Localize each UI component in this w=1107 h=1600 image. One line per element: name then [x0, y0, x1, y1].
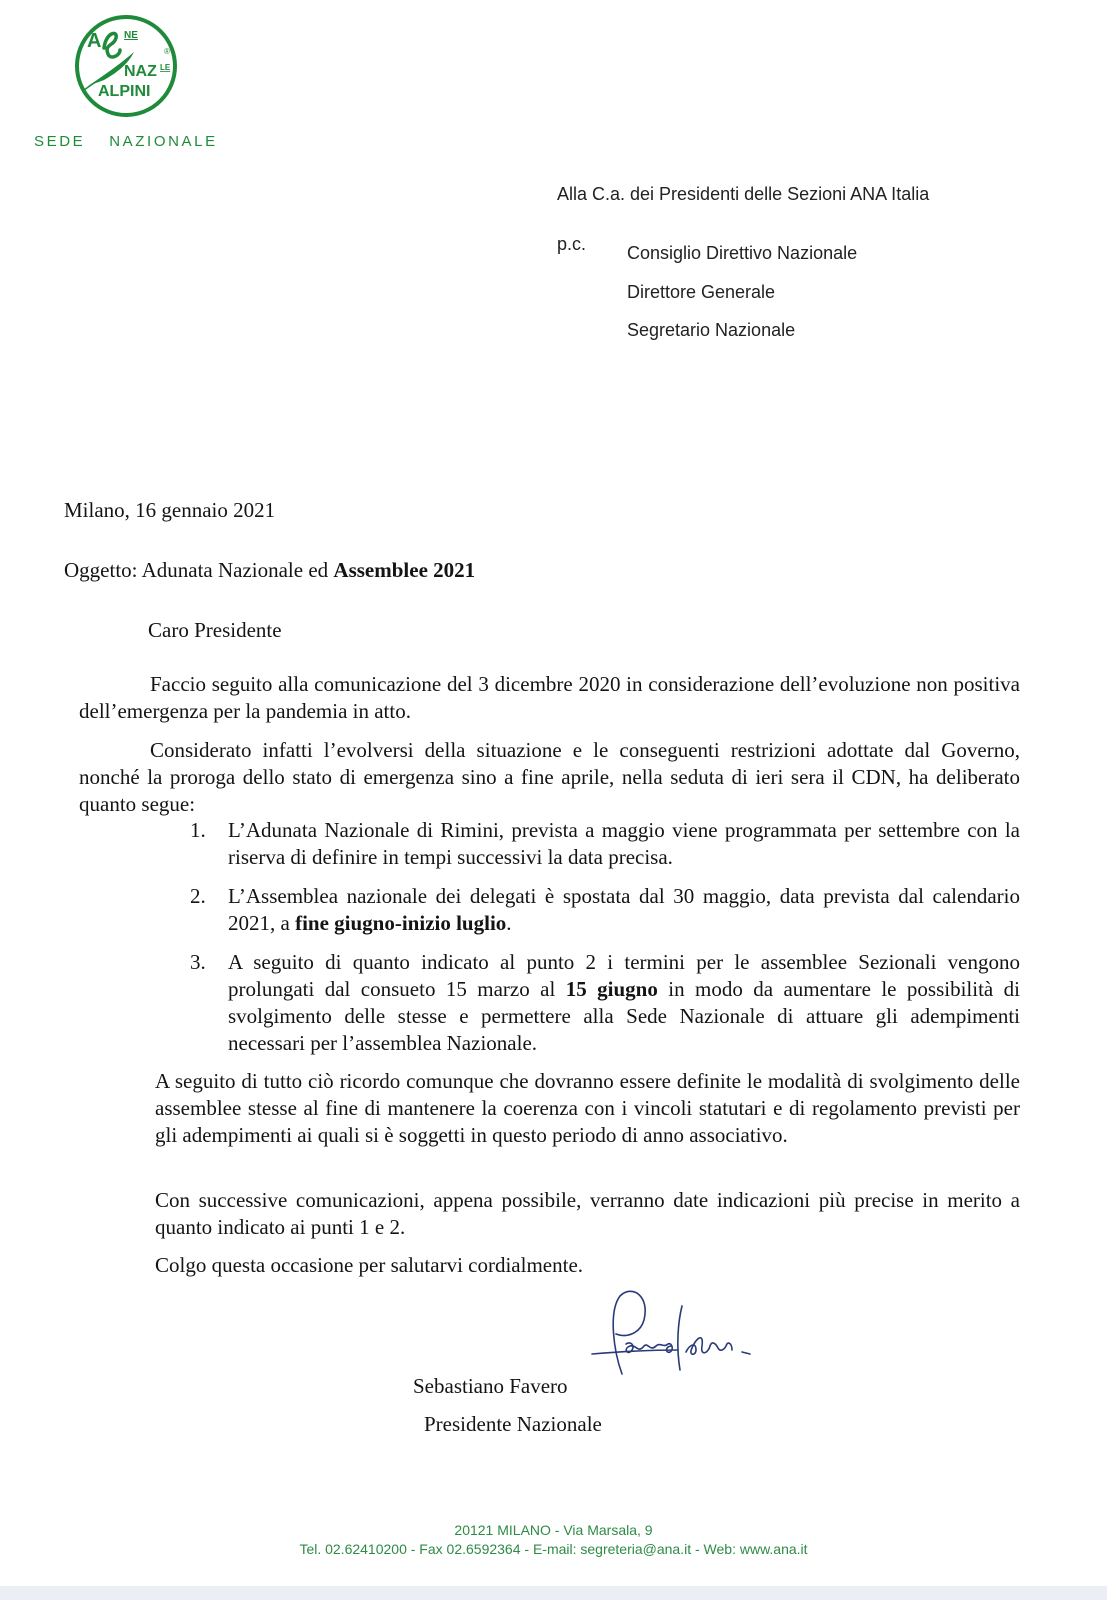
pc-list [627, 234, 857, 350]
logo-registered: ® [164, 47, 170, 56]
pc-item: Direttore Generale [627, 281, 776, 302]
list-item [178, 949, 1020, 1057]
list-item [178, 817, 1020, 871]
letter-date: Milano, 16 gennaio 2021 [64, 498, 276, 522]
paragraph-6: Colgo questa occasione per salutarvi cordialmente. [155, 1253, 584, 1277]
paragraph-1 [79, 671, 1020, 725]
recipient-line: Alla C.a. dei Presidenti delle Sezioni ANA Italia [557, 184, 930, 204]
list-item-text-end: in modo da aumentare le possibilità di svolgimento delle stesse e permettere alla Sede Nazionale di attuare gli adempimenti necessari per l’assemblea Nazionale. [228, 977, 1020, 1055]
list-number: 1. [190, 818, 206, 842]
signer-role: Presidente Nazionale [424, 1412, 602, 1436]
footer-contacts: Tel. 02.62410200 - Fax 02.6592364 - E-mail: segreteria@ana.it - Web: www.ana.it [299, 1541, 808, 1557]
list-item [178, 883, 1020, 937]
list-item-text: L’Assemblea nazionale dei delegati è spostata dal 30 maggio, data prevista dal calendario 2021, a [228, 884, 1020, 935]
list-item-bold: 15 giugno [565, 977, 658, 1001]
greeting: Caro Presidente [148, 618, 282, 642]
list-item-bold: fine giugno-inizio luglio [295, 911, 507, 935]
footer-address: 20121 MILANO - Via Marsala, 9 [454, 1522, 653, 1538]
pc-item: Consiglio Direttivo Nazionale [627, 243, 858, 263]
logo-alpini: ALPINI [98, 83, 151, 100]
list-number: 2. [190, 884, 206, 908]
sede-word: SEDE [34, 133, 86, 150]
deliberation-list [178, 817, 1020, 1069]
pc-label: p.c. [557, 234, 587, 254]
paragraph-5: Con successive comunicazioni, appena possibile, verranno date indicazioni più precise in merito a quanto indicato ai punti 1 e 2. [155, 1188, 1020, 1239]
list-item-text: A seguito di quanto indicato al punto 2 i termini per le assemblee Sezionali vengono prolungati dal consueto 15 marzo al [228, 950, 1020, 1001]
subject-bold: Assemblee 2021 [333, 558, 476, 582]
list-item-text: L’Adunata Nazionale di Rimini, prevista a maggio viene programmata per settembre con la riserva di definire in tempi successivi la data precisa. [228, 818, 1020, 869]
logo-naz: NAZ [124, 63, 157, 80]
handwritten-signature [586, 1282, 766, 1402]
page-bottom-band [0, 1586, 1107, 1600]
letter-subject [64, 557, 475, 584]
logo-ne: NE [124, 30, 138, 41]
logo-letter-a: A [87, 30, 102, 52]
paragraph-2-text: Considerato infatti l’evolversi della situazione e le conseguenti restrizioni adottate dal Governo, nonché la proroga dello stato di emergenza sino a fine aprile, nella seduta di ieri sera il CDN, ha deliberato quanto segue: [79, 738, 1020, 816]
list-item-text-end: . [506, 911, 512, 935]
list-number: 3. [190, 950, 206, 974]
nazionale-word: NAZIONALE [109, 133, 218, 150]
ana-logo [74, 14, 178, 118]
logo-le: LE [160, 63, 171, 72]
paragraph-2 [79, 737, 1020, 818]
pc-item: Segretario Nazionale [627, 320, 796, 340]
subject-label: Oggetto: Adunata Nazionale ed [64, 558, 334, 582]
paragraph-4: A seguito di tutto ciò ricordo comunque che dovranno essere definite le modalità di svolgimento delle assemblee stesse al fine di mantenere la coerenza con i vincoli statutari e di regolamento previsti per gli adempimenti ai quali si è soggetti in questo periodo di anno associativo. [155, 1069, 1020, 1147]
sede-nazionale-label [34, 133, 218, 150]
signer-name: Sebastiano Favero [413, 1374, 568, 1398]
paragraph-1-text: Faccio seguito alla comunicazione del 3 dicembre 2020 in considerazione dell’evoluzione non positiva dell’emergenza per la pandemia in atto. [79, 672, 1020, 723]
